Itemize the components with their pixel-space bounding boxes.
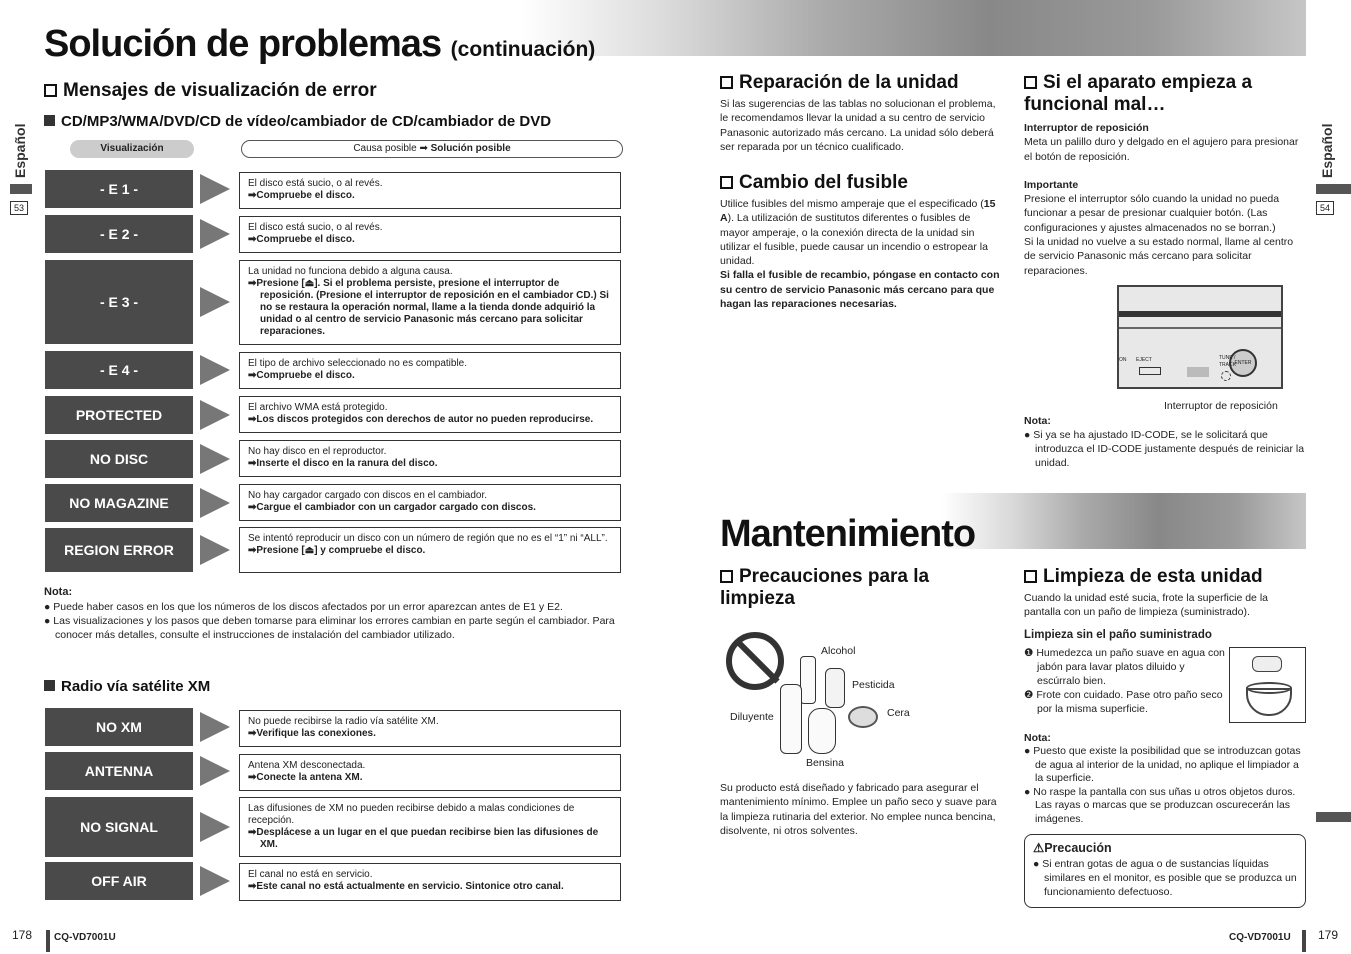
- cause-solution-box: [239, 710, 621, 747]
- caution-box: [1024, 834, 1306, 908]
- cause-text: El disco está sucio, o al revés.: [248, 178, 383, 189]
- fuse-warning: Si falla el fusible de recambio, póngase en contacto con su centro de servicio Panasonic más cercano para que hagan las reparaciones necesarias.: [720, 269, 1000, 311]
- solution-arrow-icon: ➡: [248, 881, 257, 892]
- solution-arrow-icon: ➡: [248, 772, 257, 783]
- footer-left: [12, 928, 32, 942]
- model-name-left: CQ-VD7001U: [54, 932, 116, 943]
- clean-subtitle: Limpieza sin el paño suministrado: [1024, 629, 1212, 641]
- arrow-icon: [200, 287, 230, 317]
- cause-solution-box: [239, 396, 621, 433]
- subsection-cd-dvd: CD/MP3/WMA/DVD/CD de vídeo/cambiador de CD/cambiador de DVD: [44, 113, 551, 130]
- solution-text: ➡Presione [⏏]. Si el problema persiste, presione el interruptor de reposición. (Presione el interruptor de reposición en el cambiador CD.) Si no se restaura la operación normal, llame a la tienda donde adquirió la unidad o al centro de servicio Panasonic más cercano para solicitar reparaciones.: [248, 278, 609, 337]
- cause-solution-box: [239, 754, 621, 791]
- step-1: ❶ Humedezca un paño suave en agua con jabón para lavar platos diluido y escúrralo bien.: [1024, 647, 1225, 687]
- subsection-xm-radio: Radio vía satélite XM: [44, 678, 210, 695]
- cause-text: El tipo de archivo seleccionado no es compatible.: [248, 358, 468, 369]
- solution-arrow-icon: ➡: [248, 458, 257, 469]
- on-label: ON: [1119, 357, 1127, 363]
- important-text: Presione el interruptor sólo cuando la unidad no pueda funcionar a pesar de presionar cualquier botón. (Las configuraciones y ajustes almacenados no se borran.): [1024, 193, 1280, 234]
- error-code-box: NO XM: [45, 708, 193, 746]
- eject-label: EJECT: [1136, 357, 1152, 363]
- note-item: ● Puede haber casos en los que los números de los discos afectados por un error aparezcan antes de E1 y E2.: [44, 601, 563, 613]
- notes-left: [44, 586, 624, 642]
- solution-text: ➡Conecte la antena XM.: [248, 772, 363, 783]
- column-header-cause-solution: Causa posible ➡ Solución posible: [241, 140, 623, 158]
- cause-text: La unidad no funciona debido a alguna causa.: [248, 266, 453, 277]
- label-diluyente: Diluyente: [730, 711, 774, 723]
- section-repair: Reparación de la unidad: [720, 72, 959, 94]
- error-code-box: - E 1 -: [45, 170, 193, 208]
- cause-text: Se intentó reproducir un disco con un número de región que no es el “1” ni “ALL”.: [248, 533, 608, 544]
- precaution-text: Su producto está diseñado y fabricado para asegurar el mantenimiento mínimo. Emplee un paño seco y suave para la limpieza rutinaria del exterior. No emplee nunca bencina, disolvente, ni otros solventes.: [720, 782, 997, 837]
- cause-solution-box: [239, 352, 621, 389]
- important-text-2: Si la unidad no vuelve a su estado normal, llame al centro de servicio Panasonic más cercano para solicitar reparaciones.: [1024, 236, 1294, 277]
- cause-text: No puede recibirse la radio vía satélite XM.: [248, 716, 439, 727]
- error-code-box: REGION ERROR: [45, 528, 193, 572]
- step-2: ❷ Frote con cuidado. Pase otro paño seco por la misma superficie.: [1024, 689, 1223, 715]
- prohibited-icon: [726, 632, 784, 690]
- cause-solution-box: [239, 797, 621, 857]
- solution-text: ➡Compruebe el disco.: [248, 370, 355, 381]
- cleaning-illustration: [1229, 647, 1306, 723]
- reset-text: Meta un palillo duro y delgado en el agujero para presionar el botón de reposición.: [1024, 136, 1299, 163]
- footer-bar-left: [46, 930, 50, 952]
- solution-arrow-icon: ➡: [248, 502, 257, 513]
- cause-solution-box: [239, 863, 621, 901]
- cause-text: El canal no está en servicio.: [248, 869, 373, 880]
- bowl-rim-icon: [1246, 682, 1292, 694]
- section-error-messages: Mensajes de visualización de error: [44, 80, 377, 102]
- cloth-icon: [1252, 656, 1282, 672]
- label-cera: Cera: [887, 707, 910, 719]
- device-caption: Interruptor de reposición: [1164, 400, 1278, 412]
- cause-text: No hay cargador cargado con discos en el cambiador.: [248, 490, 488, 501]
- note-right-top: [1024, 414, 1306, 470]
- arrow-icon: [200, 712, 230, 742]
- side-tab-bar: [10, 184, 32, 194]
- solution-text: ➡Verifique las conexiones.: [248, 728, 376, 739]
- fuse-text: Utilice fusibles del mismo amperaje que el especificado (15 A). La utilización de sustitutos diferentes o fusibles de mayor amperaje, o la conexión directa de la unidad sin utilizar el fusible, puede causar un incendio o estropear la unidad. Si falla el fusible de recambio, póngase en contacto con su centro de servicio Panasonic más cercano para que hagan las reparaciones necesarias.: [720, 198, 1000, 311]
- arrow-icon: [200, 219, 230, 249]
- solution-text: ➡Compruebe el disco.: [248, 190, 355, 201]
- alcohol-bottle-icon: [800, 656, 816, 704]
- side-page-number: 54: [1316, 201, 1334, 215]
- solution-text: ➡Desplácese a un lugar en el que puedan recibirse bien las difusiones de XM.: [248, 827, 599, 850]
- notes-label: Nota:: [44, 586, 73, 598]
- section-malfunction: Si el aparato empieza a funcional mal…: [1024, 72, 1253, 115]
- solution-text: ➡Cargue el cambiador con un cargador cargado con discos.: [248, 502, 536, 513]
- solution-text: ➡Compruebe el disco.: [248, 234, 355, 245]
- page-title: [44, 24, 595, 70]
- page-title-text: Solución de problemas: [44, 23, 442, 65]
- error-code-box: - E 2 -: [45, 215, 193, 253]
- label-bensina: Bensina: [806, 757, 844, 769]
- reset-block: [1024, 121, 1306, 278]
- solution-arrow-icon: ➡: [248, 728, 257, 739]
- error-code-box: - E 3 -: [45, 260, 193, 344]
- solution-arrow-icon: ➡: [248, 190, 257, 201]
- solution-text: ➡Los discos protegidos con derechos de autor no pueden reproducirse.: [248, 414, 594, 425]
- fuse-amperage: 15 A: [720, 198, 996, 225]
- note-item: ● Las visualizaciones y los pasos que deben tomarse para eliminar los errores cambian en parte según el cambiador. Para conocer más detalles, consulte el instrucciones de instalación del cambiador utilizado.: [44, 615, 615, 641]
- arrow-icon: [200, 444, 230, 474]
- column-header-display: Visualización: [70, 140, 194, 158]
- eject-button: [1139, 367, 1161, 375]
- repair-text: Si las sugerencias de las tablas no solucionan el problema, le recomendamos llevar la unidad a su centro de servicio Panasonic autorizado más cercano. La unidad sólo deberá ser reparada por un técnico cualificado.: [720, 98, 996, 153]
- side-language-label: Español: [1319, 123, 1335, 178]
- side-tab-bar: [1316, 184, 1351, 194]
- section-unit-cleaning: Limpieza de esta unidad: [1024, 566, 1263, 588]
- error-code-box: NO DISC: [45, 440, 193, 478]
- solution-text: ➡Este canal no está actualmente en servicio. Sintonice otro canal.: [248, 881, 564, 892]
- pesticide-bottle-icon: [825, 668, 845, 708]
- page-title-suffix: (continuación): [450, 38, 596, 61]
- side-page-number: 53: [10, 201, 28, 215]
- reset-hole: [1221, 371, 1231, 381]
- solution-arrow-icon: ➡: [248, 827, 257, 838]
- clean-text: Cuando la unidad esté sucia, frote la superficie de la pantalla con un paño de limpieza (suministrado).: [1024, 592, 1268, 619]
- solution-text: ➡Presione [⏏] y compruebe el disco.: [248, 545, 426, 556]
- solution-arrow-icon: ➡: [248, 545, 257, 556]
- side-tab-right-bottom: [1316, 812, 1351, 822]
- note-right-bottom: [1024, 731, 1308, 826]
- device-illustration: [1117, 285, 1283, 389]
- cause-solution-box: [239, 484, 621, 521]
- note-item: ● Puesto que existe la posibilidad que se introduzcan gotas de agua al interior de la unidad, no aplique el limpiador a la superficie.: [1024, 745, 1301, 785]
- maintenance-title: Mantenimiento: [720, 513, 976, 555]
- note-item: ● No raspe la pantalla con sus uñas u otros objetos duros. Las rayas o marcas que se produzcan oscurecerán las imágenes.: [1024, 785, 1296, 825]
- caution-header: ⚠Precaución: [1033, 841, 1112, 855]
- cause-text: No hay disco en el reproductor.: [248, 446, 387, 457]
- cause-solution-box: [239, 172, 621, 209]
- enter-button: ENTER: [1229, 349, 1257, 377]
- error-code-box: NO MAGAZINE: [45, 484, 193, 522]
- arrow-icon: [200, 756, 230, 786]
- error-code-box: - E 4 -: [45, 351, 193, 389]
- thinner-bottle-icon: [780, 684, 802, 754]
- footer-bar-right: [1302, 930, 1306, 952]
- arrow-icon: [200, 355, 230, 385]
- cause-solution-box: [239, 260, 621, 345]
- solution-arrow-icon: ➡: [248, 370, 257, 381]
- benzine-bottle-icon: [808, 708, 836, 754]
- side-language-label: Español: [12, 123, 28, 178]
- note-label: Nota:: [1024, 415, 1051, 427]
- arrow-icon: [200, 866, 230, 896]
- cause-text: El archivo WMA está protegido.: [248, 402, 388, 413]
- important-label: Importante: [1024, 178, 1079, 191]
- error-code-box: NO SIGNAL: [45, 797, 193, 857]
- solution-arrow-icon: ➡: [248, 414, 257, 425]
- solution-header: Solución posible: [430, 143, 511, 154]
- wax-can-icon: [848, 706, 878, 728]
- note-item: ● Si ya se ha ajustado ID-CODE, se le solicitará que introduzca el ID-CODE justamente después de reiniciar la unidad.: [1024, 429, 1305, 470]
- solution-arrow-icon: ➡: [248, 234, 257, 245]
- arrow-icon: [200, 812, 230, 842]
- device-slot: [1187, 367, 1209, 377]
- page-number-right: 179: [1318, 928, 1339, 942]
- arrow-icon: [200, 535, 230, 565]
- reset-label: Interruptor de reposición: [1024, 122, 1149, 134]
- page-number: 178: [12, 928, 33, 942]
- label-pesticida: Pesticida: [852, 679, 895, 691]
- arrow-icon: [200, 400, 230, 430]
- warning-icon: ⚠: [1033, 841, 1045, 855]
- section-fuse: Cambio del fusible: [720, 172, 908, 194]
- error-code-box: ANTENNA: [45, 752, 193, 790]
- note-label: Nota:: [1024, 732, 1051, 744]
- arrow-icon: [200, 174, 230, 204]
- clean-steps: [1024, 646, 1228, 716]
- arrow-icon: [200, 488, 230, 518]
- section-cleaning-precautions: Precauciones para la limpieza: [720, 566, 930, 609]
- error-code-box: PROTECTED: [45, 396, 193, 434]
- solution-arrow-icon: ➡: [248, 278, 257, 289]
- solution-text: ➡Inserte el disco en la ranura del disco.: [248, 458, 438, 469]
- caution-text: ● Si entran gotas de agua o de sustancias líquidas similares en el monitor, es posible que se produzca un funcionamiento defectuoso.: [1033, 858, 1297, 898]
- cause-text: Las difusiones de XM no pueden recibirse debido a malas condiciones de recepción.: [248, 803, 575, 826]
- cause-solution-box: [239, 216, 621, 253]
- tune-label: TUNE / TRACK: [1219, 355, 1236, 368]
- error-code-box: OFF AIR: [45, 862, 193, 900]
- chemicals-illustration: [720, 630, 920, 770]
- cause-header: Causa posible: [353, 143, 417, 154]
- model-name-right: CQ-VD7001U: [1229, 932, 1291, 943]
- cause-solution-box: [239, 527, 621, 573]
- cause-solution-box: [239, 440, 621, 477]
- label-alcohol: Alcohol: [821, 645, 856, 657]
- cause-text: Antena XM desconectada.: [248, 760, 366, 771]
- cause-text: El disco está sucio, o al revés.: [248, 222, 383, 233]
